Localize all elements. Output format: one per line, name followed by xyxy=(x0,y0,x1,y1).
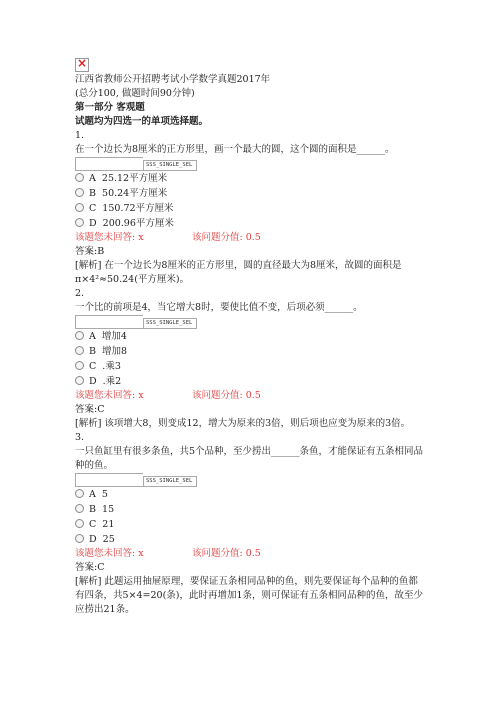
answer-box xyxy=(75,157,425,171)
answer-blank xyxy=(75,315,143,329)
score-value: 该问题分值: 0.5 xyxy=(192,390,261,401)
option-c[interactable] xyxy=(75,201,425,216)
option-label: A 增加4 xyxy=(89,330,127,342)
option-d[interactable] xyxy=(75,216,425,231)
option-label: D 25 xyxy=(89,533,115,545)
answer-status xyxy=(75,547,425,561)
option-c[interactable] xyxy=(75,517,425,532)
answer-blank xyxy=(75,157,143,171)
question-1 xyxy=(75,129,425,287)
option-a[interactable] xyxy=(75,329,425,344)
option-label: B 15 xyxy=(89,503,115,515)
question-number: 1. xyxy=(75,130,85,141)
radio-icon[interactable] xyxy=(75,218,84,227)
radio-icon[interactable] xyxy=(75,188,84,197)
question-stem: 一个比的前项是4，当它增大8时，要使比值不变，后项必须______。 xyxy=(75,302,363,313)
answer-type-tag: SSS_SINGLE_SEL xyxy=(143,476,197,487)
radio-icon[interactable] xyxy=(75,346,84,355)
option-label: A 25.12平方厘米 xyxy=(89,172,168,184)
analysis: [解析] 该项增大8，则变成12，增大为原来的3倍，则后项也应变为原来的3倍。 xyxy=(75,418,411,429)
correct-answer: 答案:C xyxy=(75,404,105,415)
option-b[interactable] xyxy=(75,186,425,201)
instruction: 试题均为四选一的单项选择题。 xyxy=(75,116,209,127)
option-d[interactable] xyxy=(75,532,425,547)
question-3 xyxy=(75,431,425,617)
radio-icon[interactable] xyxy=(75,504,84,513)
score-value: 该问题分值: 0.5 xyxy=(192,548,261,559)
radio-icon[interactable] xyxy=(75,489,84,498)
option-b[interactable] xyxy=(75,502,425,517)
question-stem: 在一个边长为8厘米的正方形里，画一个最大的圆，这个圆的面积是______。 xyxy=(75,144,395,155)
option-d[interactable] xyxy=(75,374,425,389)
exam-subtitle: (总分100, 做题时间90分钟) xyxy=(75,88,195,99)
analysis: [解析] 此题运用抽屉原理，要保证五条相同品种的鱼，则先要保证每个品种的鱼都有四条，共5×4=20(条)，此时再增加1条，则可保证有五条相同品种的鱼，故至少应捞出21条。 xyxy=(75,576,424,615)
option-label: C .乘3 xyxy=(89,360,121,372)
radio-icon[interactable] xyxy=(75,361,84,370)
radio-icon[interactable] xyxy=(75,534,84,543)
question-2 xyxy=(75,287,425,431)
unanswered-note: 该题您未回答: х xyxy=(75,548,144,559)
answer-type-tag: SSS_SINGLE_SEL xyxy=(143,160,197,171)
exam-page xyxy=(75,58,425,617)
option-label: D 200.96平方厘米 xyxy=(89,217,174,229)
question-number: 3. xyxy=(75,432,85,443)
answer-box xyxy=(75,473,425,487)
radio-icon[interactable] xyxy=(75,376,84,385)
option-a[interactable] xyxy=(75,171,425,186)
exam-title: 江西省教师公开招聘考试小学数学真题2017年 xyxy=(75,74,271,85)
answer-status xyxy=(75,231,425,245)
correct-answer: 答案:C xyxy=(75,562,105,573)
question-number: 2. xyxy=(75,288,85,299)
score-value: 该问题分值: 0.5 xyxy=(192,232,261,243)
correct-answer: 答案:B xyxy=(75,246,105,257)
answer-box xyxy=(75,315,425,329)
option-label: D .乘2 xyxy=(89,375,122,387)
option-label: C 150.72平方厘米 xyxy=(89,202,174,214)
option-a[interactable] xyxy=(75,487,425,502)
unanswered-note: 该题您未回答: х xyxy=(75,390,144,401)
unanswered-note: 该题您未回答: х xyxy=(75,232,144,243)
question-stem: 一只鱼缸里有很多条鱼，共5个品种，至少捞出______条鱼，才能保证有五条相同品种的鱼。 xyxy=(75,446,424,471)
answer-blank xyxy=(75,473,143,487)
option-label: C 21 xyxy=(89,518,115,530)
option-b[interactable] xyxy=(75,344,425,359)
option-label: B 50.24平方厘米 xyxy=(89,187,168,199)
option-label: B 增加8 xyxy=(89,345,128,357)
radio-icon[interactable] xyxy=(75,203,84,212)
option-label: A 5 xyxy=(89,488,108,500)
section-title: 第一部分 客观题 xyxy=(75,102,145,113)
answer-type-tag: SSS_SINGLE_SEL xyxy=(143,318,197,329)
option-c[interactable] xyxy=(75,359,425,374)
analysis: [解析] 在一个边长为8厘米的正方形里，圆的直径最大为8厘米，故圆的面积是 π×4²≈50.24(平方厘米)。 xyxy=(75,260,402,285)
radio-icon[interactable] xyxy=(75,519,84,528)
radio-icon[interactable] xyxy=(75,331,84,340)
answer-status xyxy=(75,389,425,403)
broken-image-icon: × xyxy=(77,56,88,70)
radio-icon[interactable] xyxy=(75,173,84,182)
